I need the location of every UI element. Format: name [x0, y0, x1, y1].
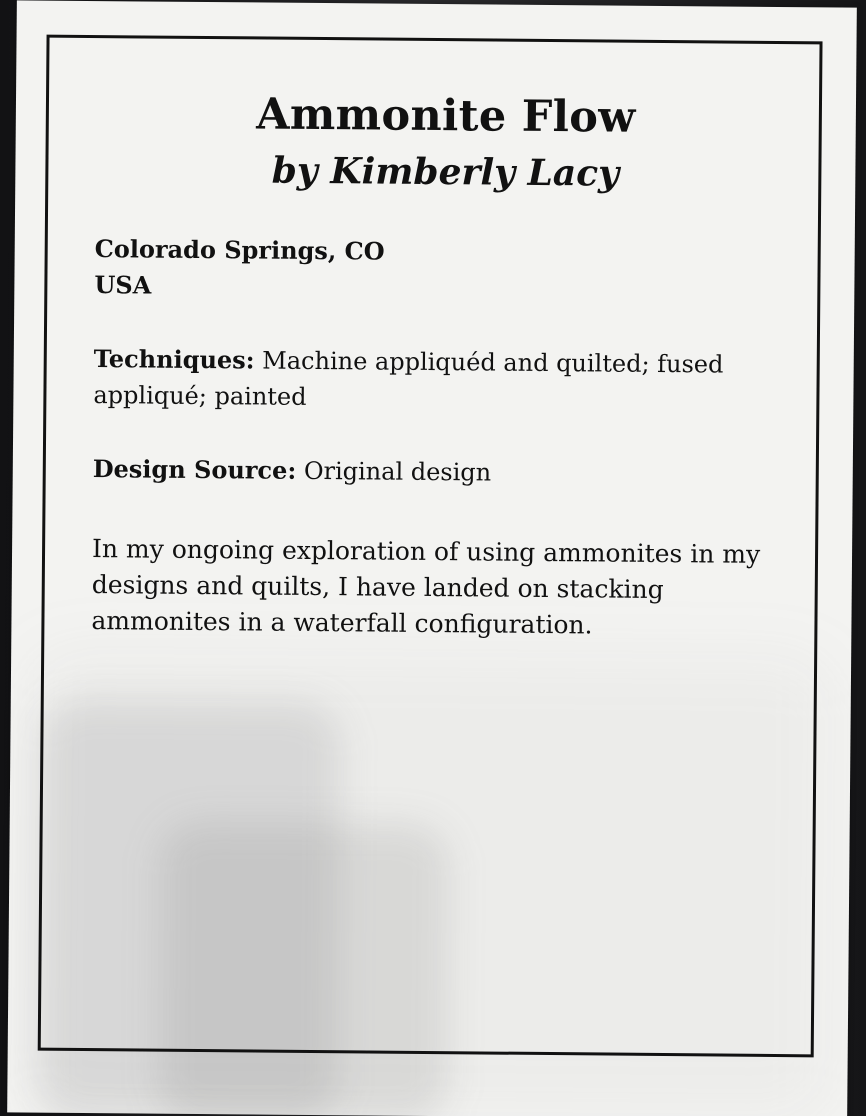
- techniques-value: Machine appliquéd and quilted; fused appliqué; painted: [93, 346, 724, 411]
- artist-location: [94, 231, 795, 309]
- techniques-label: Techniques:: [93, 344, 255, 375]
- location-country: USA: [94, 270, 152, 300]
- design-source-value: Original design: [296, 456, 492, 487]
- location-city: Colorado Springs, CO: [94, 234, 385, 266]
- techniques-section: [93, 341, 794, 419]
- quilt-title: Ammonite Flow: [256, 89, 636, 143]
- card-content: [91, 85, 796, 645]
- label-card: [7, 0, 857, 1116]
- design-source-label: Design Source:: [92, 454, 297, 485]
- artist-statement: In my ongoing exploration of using ammonites in my designs and quilts, I have landed on stacking ammonites in a waterfall configuration.: [91, 534, 761, 640]
- design-source-section: [93, 451, 793, 493]
- artist-byline: by Kimberly Lacy: [271, 149, 620, 195]
